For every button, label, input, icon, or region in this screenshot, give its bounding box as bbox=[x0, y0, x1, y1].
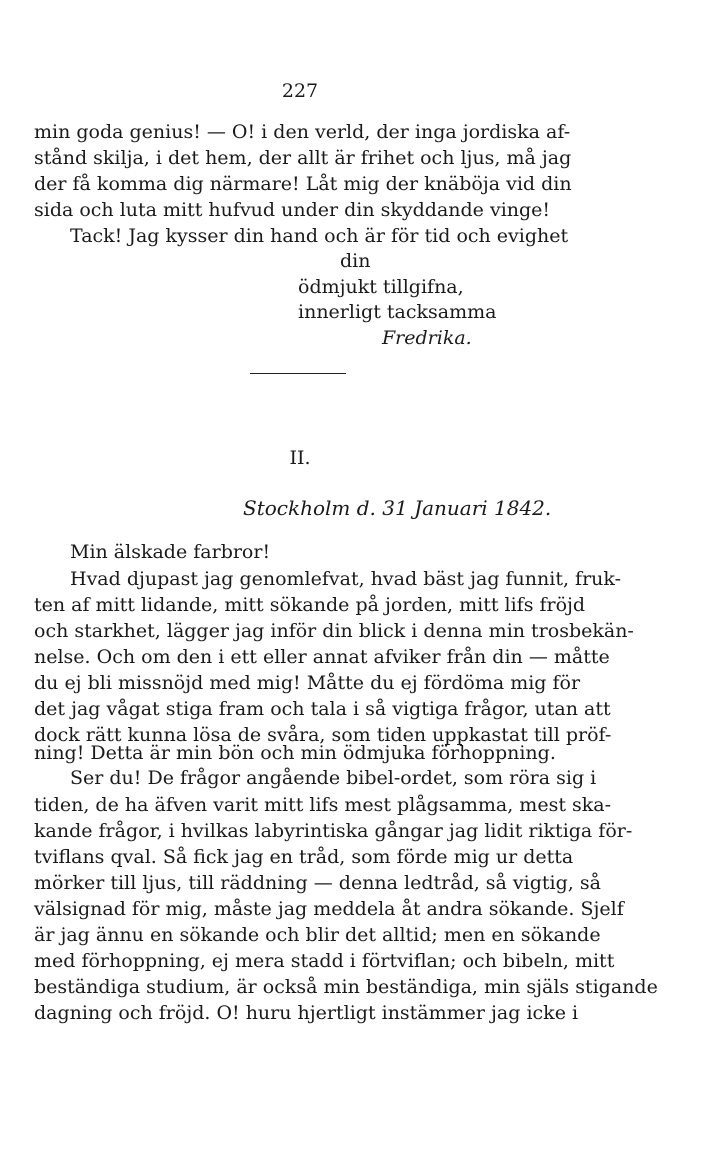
text-line: Ser du! De frågor angående bibel-ordet, som röra sig i bbox=[70, 767, 597, 789]
text-line: ten af mitt lidande, mitt sökande på jorden, mitt lifs fröjd bbox=[34, 594, 586, 616]
text-line: sida och luta mitt hufvud under din skyddande vinge! bbox=[34, 199, 551, 221]
text-line: beständiga studium, är också min beständiga, min själs stigande bbox=[34, 976, 658, 998]
text-line: Tack! Jag kysser din hand och är för tid och evighet bbox=[70, 225, 569, 247]
closing-line: din bbox=[340, 250, 371, 272]
closing-line: innerligt tacksamma bbox=[298, 301, 497, 323]
dateline: Stockholm d. 31 Januari 1842. bbox=[243, 496, 552, 520]
text-line: dagning och fröjd. O! huru hjertligt instämmer jag icke i bbox=[34, 1002, 579, 1024]
text-line: Hvad djupast jag genomlefvat, hvad bäst jag funnit, fruk- bbox=[70, 568, 622, 590]
section-number: II. bbox=[289, 447, 311, 469]
text-line: der få komma dig närmare! Låt mig der knäböja vid din bbox=[34, 173, 572, 195]
page-number: 227 bbox=[281, 80, 319, 102]
separator-rule bbox=[250, 373, 346, 374]
text-line: med förhoppning, ej mera stadd i förtviflan; och bibeln, mitt bbox=[34, 950, 615, 972]
signature: Fredrika. bbox=[382, 327, 472, 349]
text-line: ning! Detta är min bön och min ödmjuka förhoppning. bbox=[34, 742, 556, 764]
text-line: välsignad för mig, måste jag meddela åt andra sökande. Sjelf bbox=[34, 898, 624, 920]
text-line: det jag vågat stiga fram och tala i så vigtiga frågor, utan att bbox=[34, 698, 611, 720]
text-line: är jag ännu en sökande och blir det alltid; men en sökande bbox=[34, 924, 601, 946]
text-line: tiden, de ha äfven varit mitt lifs mest plågsamma, mest ska- bbox=[34, 794, 612, 816]
text-line: kande frågor, i hvilkas labyrintiska gångar jag lidit riktiga för- bbox=[34, 820, 633, 842]
text-line: mörker till ljus, till räddning — denna ledtråd, så vigtig, så bbox=[34, 872, 601, 894]
salutation: Min älskade farbror! bbox=[70, 541, 271, 563]
text-line: nelse. Och om den i ett eller annat afviker från din — måtte bbox=[34, 646, 610, 668]
text-line: och starkhet, lägger jag inför din blick i denna min trosbekän- bbox=[34, 620, 634, 642]
text-line: min goda genius! — O! i den verld, der inga jordiska af- bbox=[34, 121, 571, 143]
closing-line: ödmjukt tillgifna, bbox=[298, 276, 464, 298]
text-line: tviflans qval. Så fick jag en tråd, som förde mig ur detta bbox=[34, 846, 574, 868]
text-line: stånd skilja, i det hem, der allt är frihet och ljus, må jag bbox=[34, 147, 572, 169]
text-line: dock rätt kunna lösa de svåra, som tiden uppkastat till pröf- bbox=[34, 724, 612, 746]
text-line: du ej bli missnöjd med mig! Måtte du ej fördöma mig för bbox=[34, 672, 581, 694]
